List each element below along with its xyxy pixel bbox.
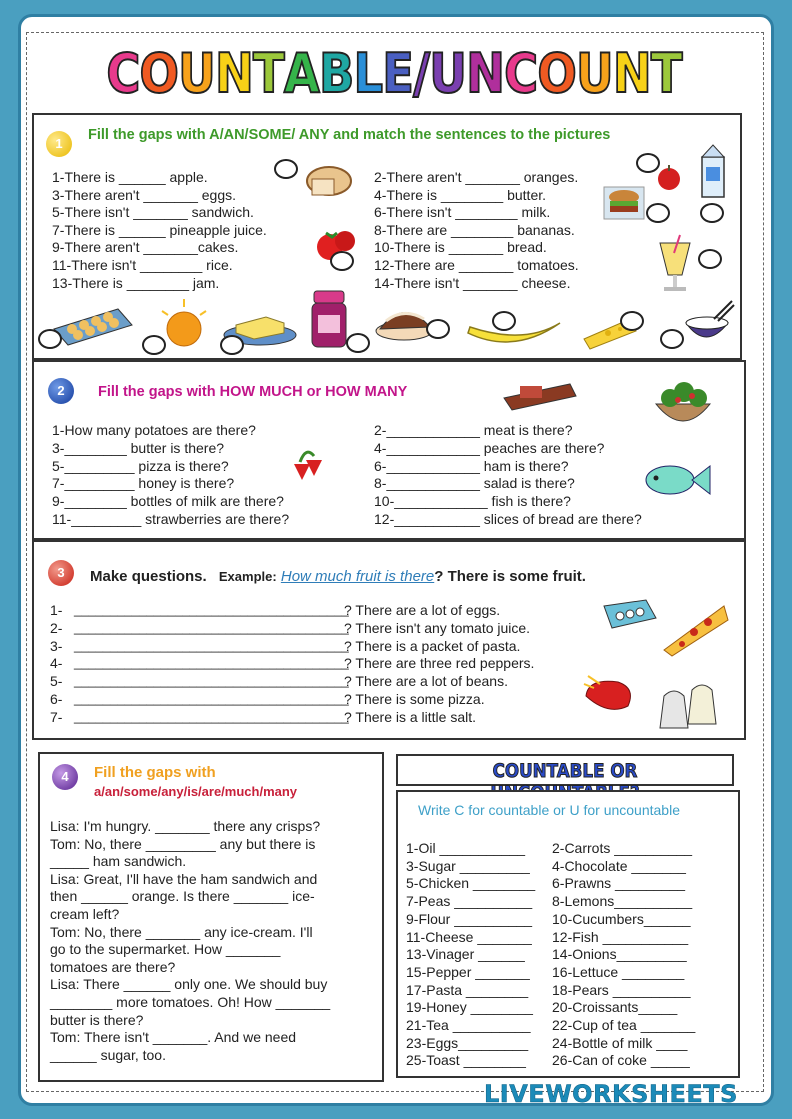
text-line: 14-Onions_________ — [552, 946, 687, 963]
text-line: 4-____________ peaches are there? — [374, 439, 605, 456]
question-number: 7- — [50, 708, 63, 725]
text-line: 3-There aren't _______ eggs. — [52, 186, 237, 203]
section-2-heading: Fill the gaps with HOW MUCH or HOW MANY — [98, 384, 408, 400]
title-letter: U — [429, 42, 467, 105]
example-question: How much fruit is there — [280, 568, 435, 585]
text-line: ______ sugar, too. — [50, 1046, 166, 1063]
section-1 — [32, 113, 742, 360]
section-4-heading: Fill the gaps with — [94, 764, 216, 781]
match-circle[interactable] — [700, 203, 724, 223]
text-line: 12-Fish ___________ — [552, 928, 689, 945]
title-letter: C — [106, 42, 140, 105]
text-line: tomatoes are there? — [50, 958, 176, 975]
text-line: 25-Toast ________ — [406, 1052, 526, 1069]
text-line: 13-There is ________ jam. — [52, 274, 220, 291]
text-line: 7-There is ______ pineapple juice. — [52, 221, 267, 238]
cakes-picture — [374, 299, 436, 343]
match-circle[interactable] — [620, 311, 644, 331]
text-line: 8-There are ________ bananas. — [374, 221, 575, 238]
title-letter: E — [382, 42, 414, 105]
badge-4: 4 — [52, 764, 78, 790]
sandwich-picture — [602, 185, 646, 221]
match-circle[interactable] — [636, 153, 660, 173]
text-line: 21-Tea __________ — [406, 1017, 531, 1033]
jam-picture — [308, 287, 350, 351]
title-letter: C — [504, 42, 538, 105]
text-line: 7-_________ honey is there? — [52, 475, 235, 492]
text-line: ________ more tomatoes. Oh! How _______ — [50, 994, 331, 1010]
strawberries-picture — [286, 442, 326, 484]
text-line: 3-Sugar _________ — [406, 857, 530, 874]
badge-3: 3 — [48, 560, 74, 586]
text-line: 22-Cup of tea _______ — [552, 1017, 696, 1033]
match-circle[interactable] — [330, 251, 354, 271]
title-letter: T — [650, 42, 682, 105]
question-number: 4- — [50, 655, 63, 672]
salad-picture — [652, 376, 714, 434]
match-circle[interactable] — [142, 335, 166, 355]
text-line: Lisa: Great, I'll have the ham sandwich and — [50, 870, 318, 887]
text-line: 5-There isn't _______ sandwich. — [52, 204, 254, 221]
question-answer: ? There is some pizza. — [344, 691, 485, 707]
title-letter: O — [537, 42, 576, 105]
example-label: Example: — [218, 569, 277, 584]
text-line: 1-There is ______ apple. — [52, 169, 208, 185]
text-line: Tom: There isn't _______. And we need — [50, 1029, 297, 1046]
text-line: 14-There isn't _______ cheese. — [374, 274, 571, 291]
title-letter: O — [139, 42, 179, 105]
text-line: 1-How many potatoes are there? — [52, 422, 256, 438]
question-number: 5- — [50, 673, 63, 690]
page-title — [93, 38, 695, 110]
question-answer: ? There are a lot of eggs. — [344, 602, 501, 618]
text-line: 2-____________ meat is there? — [374, 422, 573, 438]
title-letter: A — [283, 42, 319, 105]
badge-2: 2 — [48, 378, 74, 404]
text-line: 11-Cheese _______ — [406, 928, 532, 945]
text-line: 9-There aren't _______cakes. — [52, 239, 239, 256]
match-circle[interactable] — [346, 333, 370, 353]
question-number: 3- — [50, 637, 63, 654]
milk-picture — [698, 143, 728, 199]
title-letter: N — [612, 42, 651, 105]
match-circle[interactable] — [646, 203, 670, 223]
text-line: 10-____________ fish is there? — [374, 493, 571, 510]
text-line: 8-____________ salad is there? — [374, 475, 575, 492]
text-line: 17-Pasta ________ — [406, 981, 529, 998]
text-line: Tom: No, there _______ any ice-cream. I'll — [50, 923, 313, 940]
text-line: butter is there? — [50, 1011, 144, 1028]
text-line: 10-Cucumbers______ — [552, 910, 691, 927]
section-2 — [32, 360, 746, 540]
match-circle[interactable] — [698, 249, 722, 269]
text-line: 18-Pears __________ — [552, 981, 691, 998]
title-letter: N — [466, 42, 505, 105]
text-line: _____ ham sandwich. — [50, 853, 187, 870]
match-circle[interactable] — [220, 335, 244, 355]
text-line: 20-Croissants_____ — [552, 999, 678, 1016]
text-line: 10-There is _______ bread. — [374, 239, 547, 256]
red-peppers-picture — [578, 662, 638, 716]
fish-picture — [640, 458, 712, 502]
text-line: 11-_________ strawberries are there? — [52, 511, 290, 527]
title-letter: N — [215, 42, 254, 105]
match-circle[interactable] — [426, 319, 450, 339]
text-line: 6-Prawns _________ — [552, 875, 686, 892]
text-line: 16-Lettuce ________ — [552, 963, 685, 980]
text-line: 8-Lemons__________ — [552, 893, 693, 910]
title-letter: U — [575, 42, 613, 105]
text-line: cream left? — [50, 906, 120, 922]
text-line: 12-___________ slices of bread are there? — [374, 511, 642, 527]
question-answer: ? There are a lot of beans. — [344, 673, 508, 690]
question-blank[interactable]: ______________________________________ — [74, 655, 349, 671]
text-line: 1-Oil ___________ — [406, 840, 526, 856]
title-letter: U — [178, 42, 216, 105]
section-1-heading: Fill the gaps with A/AN/SOME/ ANY and match the sentences to the pictures — [88, 127, 611, 143]
salt-shakers-picture — [654, 676, 718, 732]
title-letter: / — [413, 42, 430, 105]
text-line: 5-_________ pizza is there? — [52, 457, 229, 474]
text-line: 24-Bottle of milk ____ — [552, 1034, 688, 1051]
title-letter: T — [253, 42, 284, 105]
text-line: 6-There isn't ________ milk. — [374, 204, 551, 221]
match-circle[interactable] — [38, 329, 62, 349]
liveworksheets-logo: LIVEWORKSHEETS — [484, 1080, 738, 1108]
text-line: Lisa: There ______ only one. We should buy — [50, 976, 328, 993]
pineapple-juice-picture — [654, 233, 696, 295]
question-answer: ? There is a packet of pasta. — [344, 637, 521, 654]
match-circle[interactable] — [660, 329, 684, 349]
pizza-picture — [658, 602, 730, 658]
text-line: then ______ orange. Is there _______ ice- — [50, 888, 315, 905]
match-circle[interactable] — [492, 311, 516, 331]
section-3 — [32, 540, 746, 740]
text-line: 5-Chicken ________ — [406, 875, 536, 892]
match-circle[interactable] — [274, 159, 298, 179]
text-line: 7-Peas __________ — [406, 893, 533, 910]
question-blank[interactable]: ______________________________________ — [74, 691, 349, 706]
title-letter: B — [318, 42, 354, 105]
question-number: 1- — [50, 602, 63, 618]
text-line: 12-There are _______ tomatoes. — [374, 257, 579, 273]
section-5-subtitle: Write C for countable or U for uncountable — [418, 802, 680, 818]
question-blank[interactable]: ______________________________________ — [74, 602, 349, 617]
bread-picture — [304, 159, 354, 199]
text-line: 26-Can of coke _____ — [552, 1052, 690, 1069]
section-5-title: COUNTABLE OR — [492, 760, 638, 782]
rice-picture — [678, 299, 736, 353]
text-line: 4-Chocolate _______ — [552, 857, 686, 874]
text-line: 19-Honey ________ — [406, 999, 533, 1016]
section-3-instruction: Make questions. — [90, 568, 207, 585]
text-line: Lisa: I'm hungry. _______ there any crisps? — [50, 818, 321, 834]
text-line: 13-Vinager ______ — [406, 946, 525, 963]
badge-1: 1 — [46, 131, 72, 157]
text-line: 15-Pepper _______ — [406, 963, 530, 980]
text-line: 23-Eggs_________ — [406, 1034, 529, 1051]
section-4-word-list: a/an/some/any/is/are/much/many — [94, 784, 298, 799]
example-answer: ? There is some fruit. — [434, 568, 586, 585]
section-5 — [396, 790, 740, 1078]
question-blank[interactable]: ______________________________________ — [74, 637, 349, 653]
text-line: 11-There isn't ________ rice. — [52, 257, 233, 273]
question-answer: ? There is a little salt. — [344, 708, 477, 725]
text-line: 3-________ butter is there? — [52, 439, 225, 456]
text-line: 9-________ bottles of milk are there? — [52, 493, 284, 510]
question-number: 6- — [50, 691, 63, 707]
question-answer: ? There isn't any tomato juice. — [344, 619, 531, 636]
question-number: 2- — [50, 619, 63, 636]
section-3-heading — [90, 568, 586, 585]
title-letter: L — [353, 42, 383, 105]
section-4 — [38, 752, 384, 1082]
question-answer: ? There are three red peppers. — [344, 655, 535, 672]
text-line: 2-Carrots __________ — [552, 840, 693, 856]
text-line: 4-There is ________ butter. — [374, 186, 547, 203]
question-blank[interactable]: ______________________________________ — [74, 619, 349, 635]
text-line: Tom: No, there _________ any but there is — [50, 835, 316, 852]
text-line: 2-There aren't _______ oranges. — [374, 169, 579, 185]
text-line: go to the supermarket. How _______ — [50, 941, 281, 958]
section-5-title-box — [396, 754, 734, 786]
question-blank[interactable]: ______________________________________ — [74, 708, 349, 724]
eggs-box-picture — [600, 596, 660, 632]
question-blank[interactable]: ______________________________________ — [74, 673, 349, 689]
text-line: 6-____________ ham is there? — [374, 457, 569, 474]
meat-picture — [500, 376, 580, 412]
text-line: 9-Flour __________ — [406, 910, 533, 927]
